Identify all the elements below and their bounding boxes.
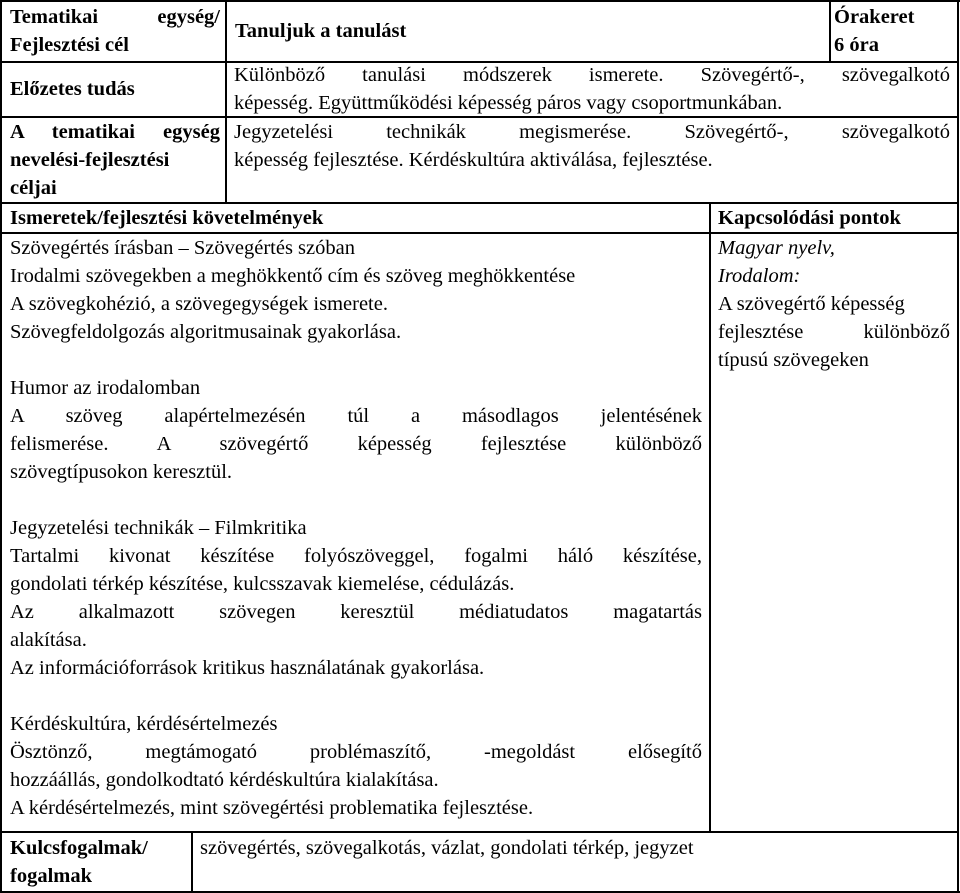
connections-body <box>718 234 950 374</box>
hours-value: 6 óra <box>834 34 879 56</box>
table-border <box>709 203 711 832</box>
requirement-line: Humor az irodalomban <box>10 377 201 399</box>
requirement-line: szövegtípusokon keresztül. <box>10 461 233 483</box>
keywords-value: szövegértés, szövegalkotás, vázlat, gondolati térkép, jegyzet <box>200 837 694 859</box>
goals-text: Jegyzetelési technikák megismerése. Szövegértő-, szövegalkotó <box>234 121 950 143</box>
requirement-line <box>10 486 702 514</box>
goals-label: A tematikai egység <box>10 121 220 143</box>
connections-text: fejlesztése különböző <box>718 321 950 343</box>
hours-label: Órakeret <box>834 6 915 28</box>
requirements-heading: Ismeretek/fejlesztési követelmények <box>10 207 324 229</box>
connections-subject: Magyar nyelv, <box>718 237 835 259</box>
requirement-line: Ösztönző, megtámogató problémaszítő, -megoldást elősegítő <box>10 741 702 763</box>
connections-heading: Kapcsolódási pontok <box>718 207 901 229</box>
connections-text: típusú szövegeken <box>718 349 869 371</box>
requirement-line: Irodalmi szövegekben a meghökkentő cím és szöveg meghökkentése <box>10 265 576 287</box>
requirement-line: hozzáállás, gondolkodtató kérdéskultúra kialakítása. <box>10 769 439 791</box>
requirement-line: Szövegértés írásban – Szövegértés szóban <box>10 237 355 259</box>
prior-knowledge-label: Előzetes tudás <box>10 78 135 100</box>
requirement-line: Az alkalmazott szövegen keresztül médiatudatos magatartás <box>10 601 702 623</box>
table-border <box>225 2 227 203</box>
topic-label-line2: Fejlesztési cél <box>10 34 129 56</box>
table-border <box>2 831 958 833</box>
table-border <box>0 0 2 893</box>
requirement-line: A szövegkohézió, a szövegegységek ismerete. <box>10 293 388 315</box>
requirement-line: felismerése. A szövegértő képesség fejlesztése különböző <box>10 433 702 455</box>
prior-knowledge-text: Különböző tanulási módszerek ismerete. Szövegértő-, szövegalkotó <box>234 64 950 86</box>
requirement-line: A kérdésértelmezés, mint szövegértési problematika fejlesztése. <box>10 797 534 819</box>
goals-label: nevelési-fejlesztési <box>10 149 170 171</box>
connections-subject: Irodalom: <box>718 265 801 287</box>
keywords-label: Kulcsfogalmak/ <box>10 837 148 859</box>
table-border <box>829 2 831 62</box>
requirement-line: Kérdéskultúra, kérdésértelmezés <box>10 713 278 735</box>
requirement-line: A szöveg alapértelmezésén túl a másodlagos jelentésének <box>10 405 702 427</box>
requirements-body <box>10 234 702 822</box>
goals-text: képesség fejlesztése. Kérdéskultúra aktiválása, fejlesztése. <box>234 149 713 171</box>
table-border <box>957 0 959 893</box>
topic-label: Tematikai egység/ <box>10 6 220 28</box>
requirement-line: gondolati térkép készítése, kulcsszavak kiemelése, cédulázás. <box>10 573 515 595</box>
topic-title: Tanuljuk a tanulást <box>235 20 407 42</box>
keywords-label: fogalmak <box>10 865 92 887</box>
connections-text: A szövegértő képesség <box>718 293 905 315</box>
table-border <box>0 0 960 2</box>
prior-knowledge-text: képesség. Együttműködési képesség páros vagy csoportmunkában. <box>234 92 783 114</box>
requirement-line: alakítása. <box>10 629 87 651</box>
goals-label: céljai <box>10 177 57 199</box>
requirement-line: Szövegfeldolgozás algoritmusainak gyakorlása. <box>10 321 402 343</box>
requirement-line: Tartalmi kivonat készítése folyószöveggel, fogalmi háló készítése, <box>10 545 702 567</box>
requirement-line <box>10 346 702 374</box>
requirement-line: Jegyzetelési technikák – Filmkritika <box>10 517 307 539</box>
requirement-line <box>10 682 702 710</box>
requirement-line: Az információforrások kritikus használatának gyakorlása. <box>10 657 485 679</box>
table-border <box>191 832 193 892</box>
